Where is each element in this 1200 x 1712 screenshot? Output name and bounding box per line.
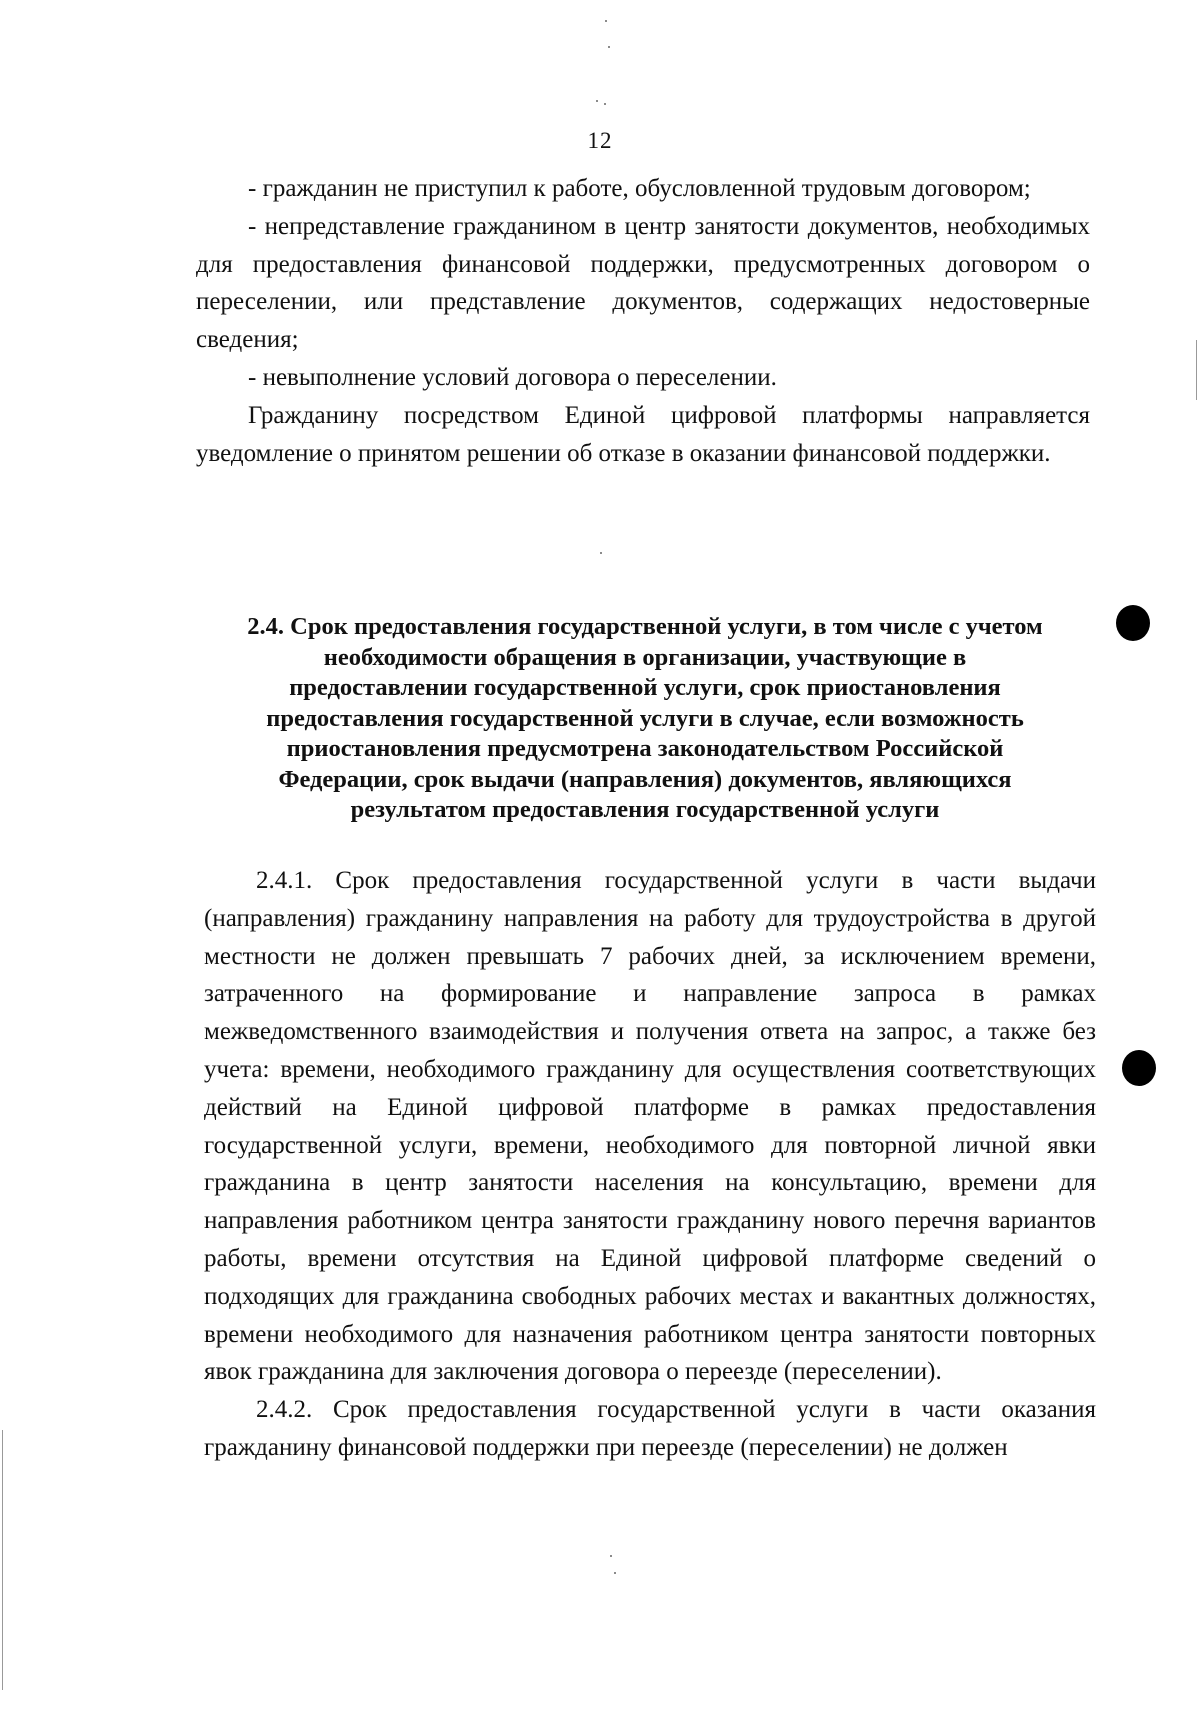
page-number: 12	[587, 128, 613, 153]
paragraph-2-4-1: 2.4.1. Срок предоставления государственной услуги в части выдачи (направления) гражданину направления на работу для трудоустройства в другой местности не должен превышать 7 рабочих дней, за исключением времени, затраченного на формирование и направление запроса в рамках межведомственного взаимодействия и получения ответа на запрос, а также без учета: времени, необходимого гражданину для осуществления соответствующих действий на Единой цифровой платформе в рамках предоставления государственной услуги, времени, необходимого для повторной личной явки гражданина в центр занятости населения на консультацию, времени для направления работником центра занятости гражданину нового перечня вариантов работы, времени отсутствия на Единой цифровой платформе сведений о подходящих для гражданина свободных рабочих местах и вакантных должностях, времени необходимого для назначения работником центра занятости повторных явок гражданина для заключения договора о переезде (переселении).	[204, 867, 1096, 1386]
scan-speck	[610, 1555, 612, 1557]
top-text-block	[196, 170, 1090, 472]
scan-speck	[596, 100, 598, 102]
paragraph-notification: Гражданину посредством Единой цифровой платформы направляется уведомление о принятом решении об отказе в оказании финансовой поддержки.	[196, 401, 1090, 467]
list-item-not-started-work: - гражданин не приступил к работе, обусловленной трудовым договором;	[248, 175, 1031, 202]
heading-line: результатом предоставления государственной услуги	[350, 796, 940, 823]
heading-line: Федерации, срок выдачи (направления) документов, являющихся	[278, 765, 1012, 793]
scan-speck	[608, 46, 610, 48]
scan-speck	[600, 552, 602, 554]
scan-speck	[604, 103, 606, 105]
paragraph-2-4-2: 2.4.2. Срок предоставления государственной услуги в части оказания гражданину финансовой поддержки при переезде (переселении) не должен	[204, 1396, 1096, 1461]
punch-hole-lower	[1122, 1050, 1156, 1086]
list-item-documents-not-provided: - непредставление гражданином в центр занятости документов, необходимых для предоставления финансовой поддержки, предусмотренных договором о переселении, или представление документов, содержащих недостоверные сведения;	[196, 212, 1090, 354]
section-heading-2-4	[200, 612, 1090, 826]
scan-edge-line	[2, 1430, 3, 1690]
body-text-block	[204, 862, 1096, 1467]
list-item-contract-not-fulfilled: - невыполнение условий договора о переселении.	[248, 363, 777, 391]
heading-line: 2.4. Срок предоставления государственной услуги, в том числе с учетом	[247, 613, 1043, 640]
scan-edge-line	[1196, 340, 1197, 400]
heading-line: предоставлении государственной услуги, срок приостановления	[289, 674, 1001, 701]
scan-speck	[605, 20, 607, 22]
punch-hole-upper	[1116, 605, 1150, 641]
heading-line: необходимости обращения в организации, участвующие в	[323, 643, 967, 671]
heading-line: предоставления государственной услуги в случае, если возможность	[266, 704, 1024, 732]
heading-line: приостановления предусмотрена законодательством Российской	[286, 735, 1004, 762]
scan-speck	[614, 1572, 616, 1574]
